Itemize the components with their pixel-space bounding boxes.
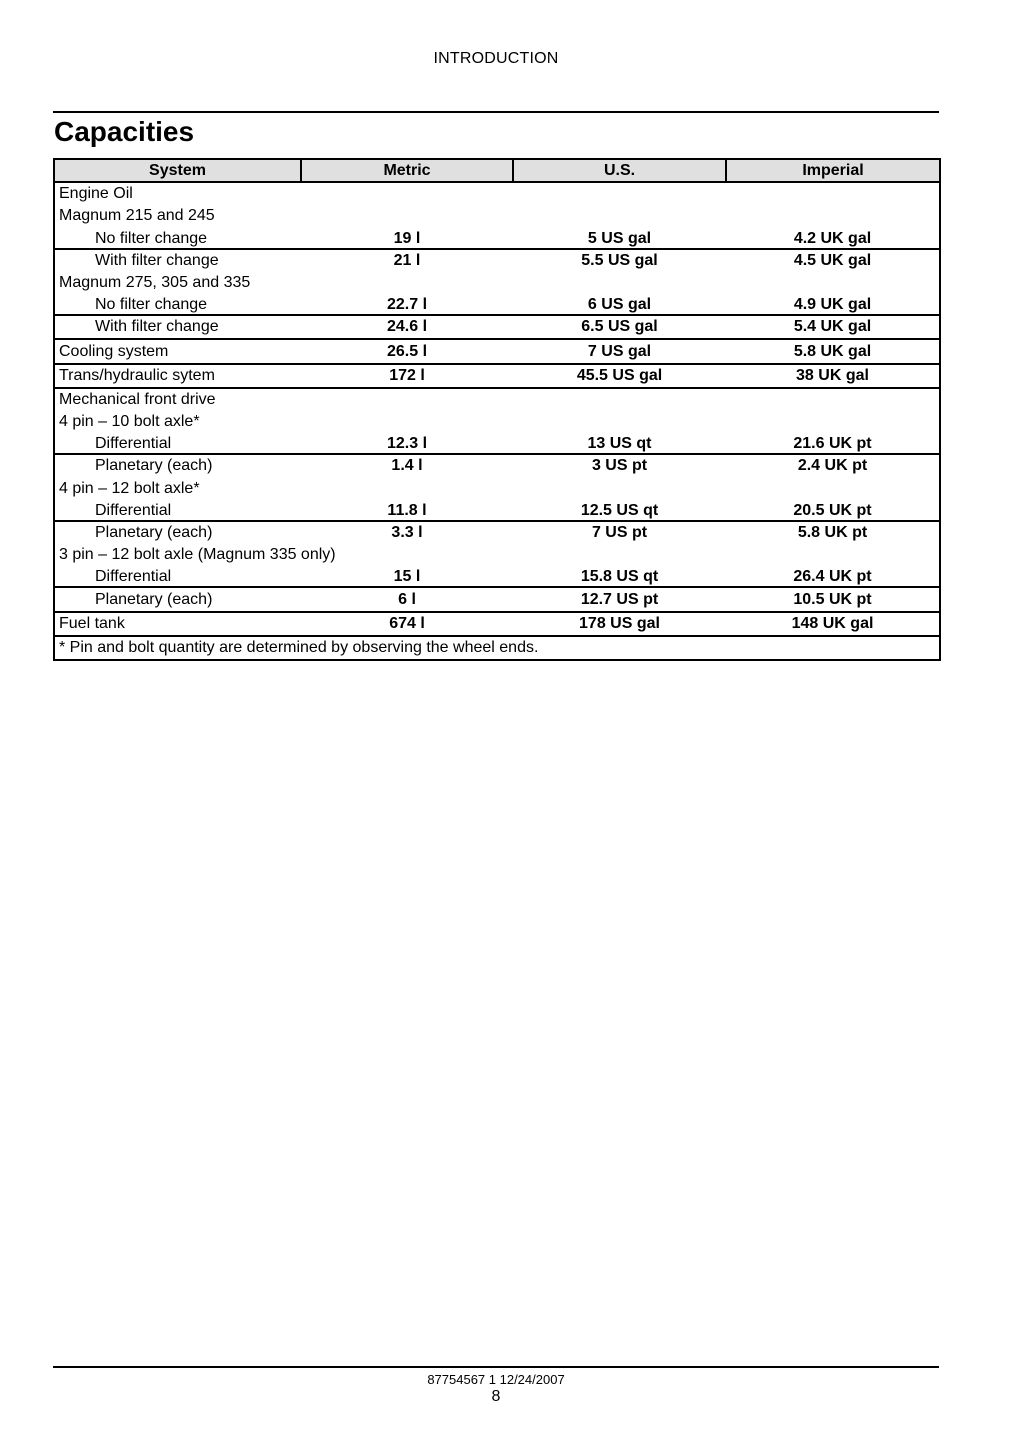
metric-value: 172 l	[301, 364, 513, 388]
imperial-value: 26.4 UK pt	[726, 566, 940, 588]
us-value	[513, 205, 726, 227]
imperial-value	[726, 477, 940, 499]
us-value: 13 US qt	[513, 433, 726, 455]
table-row	[54, 388, 940, 411]
imperial-value: 148 UK gal	[726, 612, 940, 636]
column-header-metric: Metric	[301, 159, 513, 182]
imperial-value: 4.2 UK gal	[726, 227, 940, 249]
table-row	[54, 411, 940, 433]
imperial-value: 21.6 UK pt	[726, 433, 940, 455]
metric-value	[301, 205, 513, 227]
imperial-value: 5.8 UK pt	[726, 522, 940, 544]
imperial-value: 38 UK gal	[726, 364, 940, 388]
table-row	[54, 612, 940, 636]
us-value: 15.8 US qt	[513, 566, 726, 588]
metric-value: 3.3 l	[391, 524, 423, 541]
us-value: 12.7 US pt	[513, 588, 726, 611]
row-label: 4 pin – 12 bolt axle*	[54, 477, 301, 499]
us-value	[513, 388, 726, 411]
row-label	[54, 500, 301, 522]
us-value: 5.5 US gal	[581, 251, 658, 269]
metric-value: 19 l	[301, 227, 513, 249]
row-label	[54, 566, 301, 588]
row-label: Magnum 215 and 245	[54, 205, 301, 227]
column-header-us: U.S.	[513, 159, 726, 182]
imperial-value: 5.8 UK gal	[726, 339, 940, 363]
capacities-table	[53, 158, 941, 661]
column-header-system: System	[54, 159, 301, 182]
imperial-value: 20.5 UK pt	[726, 500, 940, 522]
row-label: Fuel tank	[54, 612, 301, 636]
metric-value	[301, 477, 513, 499]
us-value	[513, 272, 726, 294]
page-number: 8	[491, 1388, 501, 1405]
table-row	[54, 522, 940, 544]
imperial-value	[726, 272, 940, 294]
row-label: Planetary (each)	[54, 522, 301, 544]
row-label-text: No filter change	[95, 296, 208, 314]
table-row	[54, 250, 940, 272]
metric-value: 15 l	[301, 566, 513, 588]
row-label: Engine Oil	[54, 182, 301, 205]
table-row	[54, 272, 940, 294]
imperial-value: 5.4 UK gal	[726, 316, 940, 339]
table-header-row	[54, 159, 940, 182]
us-value: 6 US gal	[513, 294, 726, 316]
us-value: 7 US pt	[591, 524, 648, 541]
row-label-text: Differential	[95, 568, 172, 586]
metric-value: 12.3 l	[301, 433, 513, 455]
us-value: 7 US gal	[513, 339, 726, 363]
us-value: 3 US pt	[591, 457, 648, 475]
metric-value: 26.5 l	[301, 339, 513, 363]
us-value: 12.5 US qt	[513, 500, 726, 522]
metric-value: 22.7 l	[301, 294, 513, 316]
metric-value	[301, 182, 513, 205]
imperial-value	[726, 205, 940, 227]
column-header-imperial: Imperial	[726, 159, 940, 182]
metric-value: 21 l	[393, 251, 421, 269]
us-value	[513, 544, 726, 566]
metric-value	[301, 411, 513, 433]
row-label: Mechanical front drive	[54, 388, 301, 411]
imperial-value: 10.5 UK pt	[726, 588, 940, 611]
table-row	[54, 364, 940, 388]
section-title: Capacities	[54, 116, 195, 147]
metric-value	[301, 272, 513, 294]
imperial-value: 4.5 UK gal	[726, 250, 940, 272]
imperial-value: 2.4 UK pt	[726, 455, 940, 477]
row-label: With filter change	[54, 250, 301, 272]
us-value	[513, 411, 726, 433]
table-row	[54, 339, 940, 363]
running-header: INTRODUCTION	[433, 50, 559, 67]
imperial-value	[726, 411, 940, 433]
table-row	[54, 455, 940, 477]
row-label	[54, 294, 301, 316]
metric-value: 11.8 l	[301, 500, 513, 522]
row-label: Trans/hydraulic sytem	[54, 364, 301, 388]
footnote-row	[54, 636, 940, 660]
row-label-text: Differential	[95, 435, 172, 453]
imperial-value	[726, 182, 940, 205]
table-row	[54, 477, 940, 499]
row-label: Planetary (each)	[54, 588, 301, 611]
table-row	[54, 227, 940, 249]
us-value: 178 US gal	[513, 612, 726, 636]
row-label: Cooling system	[54, 339, 301, 363]
table-row	[54, 182, 940, 205]
row-label: Magnum 275, 305 and 335	[54, 272, 301, 294]
row-label	[54, 433, 301, 455]
metric-value: 674 l	[301, 612, 513, 636]
table-row	[54, 316, 940, 339]
table-row	[54, 433, 940, 455]
us-value	[513, 182, 726, 205]
imperial-value	[726, 388, 940, 411]
table-row	[54, 294, 940, 316]
us-value: 6.5 US gal	[513, 316, 726, 339]
metric-value: 1.4 l	[391, 457, 423, 475]
table-row	[54, 588, 940, 611]
table-footnote: * Pin and bolt quantity are determined by observing the wheel ends.	[54, 636, 940, 660]
table-row	[54, 544, 940, 566]
us-value: 5 US gal	[513, 227, 726, 249]
us-value	[513, 477, 726, 499]
imperial-value	[726, 544, 940, 566]
metric-value	[301, 388, 513, 411]
table-row	[54, 205, 940, 227]
row-label-text: Differential	[95, 501, 172, 519]
metric-value: 6 l	[301, 588, 513, 611]
table-row	[54, 500, 940, 522]
row-label: Planetary (each)	[54, 455, 301, 477]
row-label	[54, 227, 301, 249]
bottom-rule	[53, 1366, 939, 1368]
row-label-text: No filter change	[95, 229, 208, 247]
table-row	[54, 566, 940, 588]
row-label: With filter change	[54, 316, 301, 339]
top-rule	[53, 111, 939, 113]
metric-value: 24.6 l	[301, 316, 513, 339]
imperial-value: 4.9 UK gal	[726, 294, 940, 316]
row-label: 4 pin – 10 bolt axle*	[54, 411, 301, 433]
document-reference: 87754567 1 12/24/2007	[427, 1372, 565, 1387]
us-value: 45.5 US gal	[513, 364, 726, 388]
row-label: 3 pin – 12 bolt axle (Magnum 335 only)	[54, 544, 301, 566]
